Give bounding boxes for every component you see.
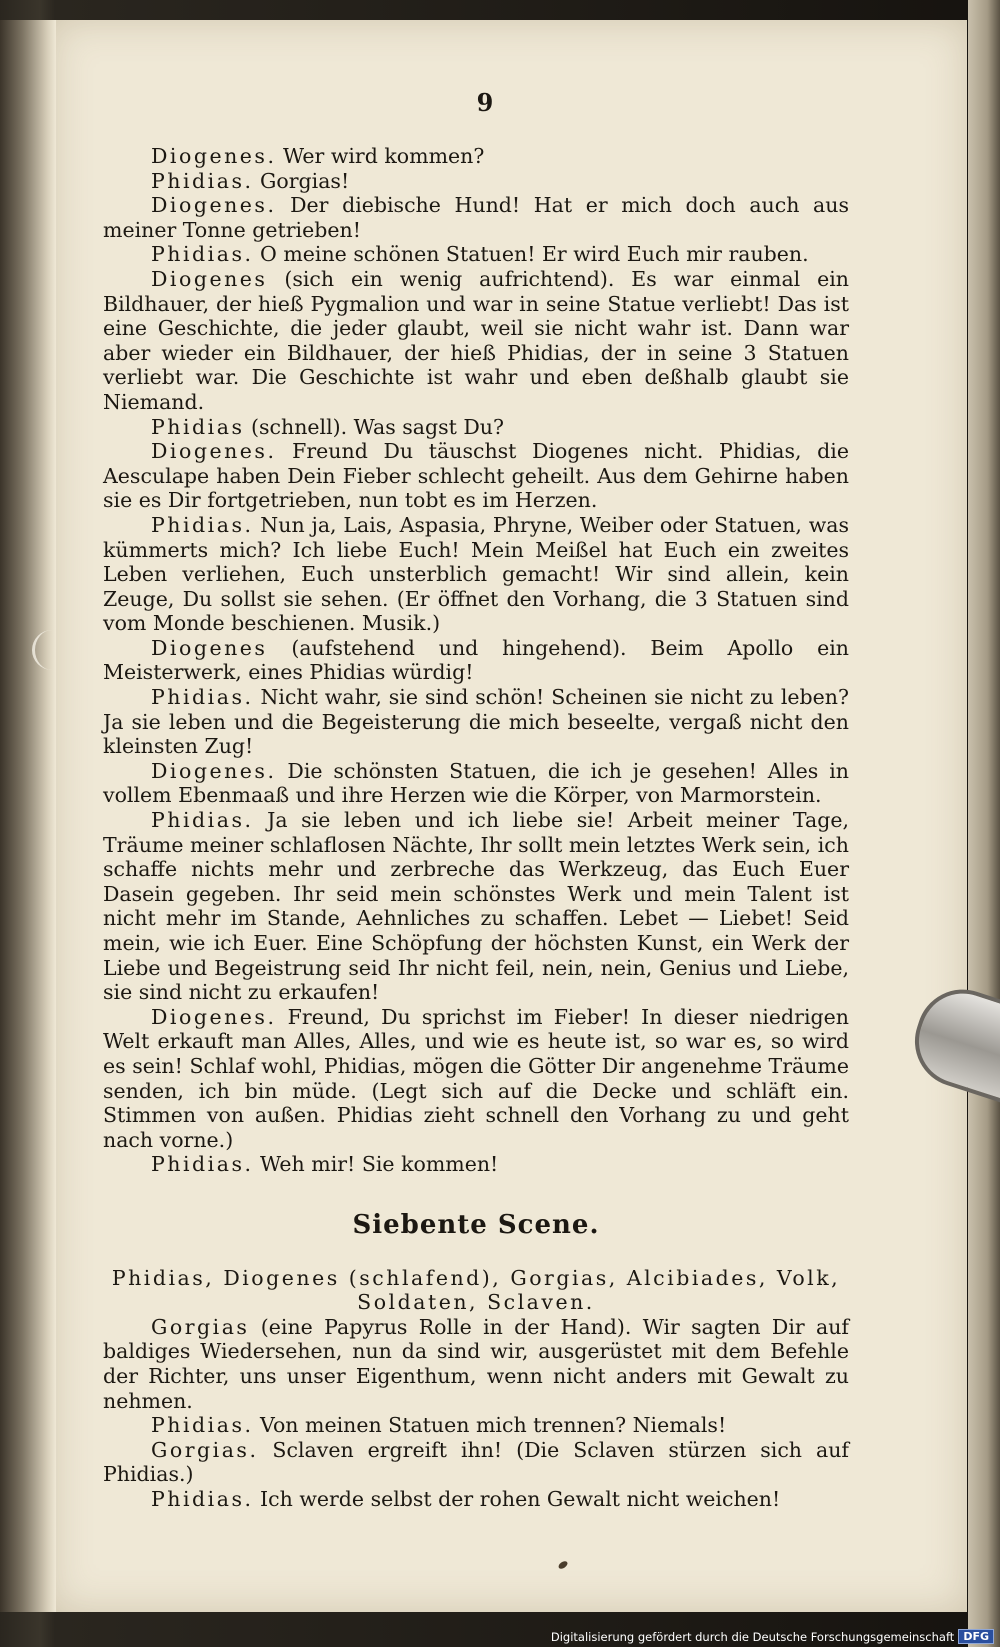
speaker-name: Phidias.	[151, 1413, 254, 1438]
dialogue-paragraph	[103, 1438, 849, 1487]
dialogue-text: Sclaven ergreift ihn! (Die Sclaven stürzen sich auf Phidias.)	[103, 1437, 849, 1487]
dialogue-text: (schnell). Was sagst Du?	[244, 414, 504, 439]
footer-credit-text: Digitalisierung gefördert durch die Deutsche Forschungsgemeinschaft	[550, 1629, 955, 1644]
speaker-name: Phidias.	[151, 242, 254, 267]
dialogue-paragraph	[103, 1005, 849, 1153]
dialogue-text: Freund Du täuschst Diogenes nicht. Phidias, die Aesculape haben Dein Fieber schlecht geheilt. Aus dem Gehirne haben sie es Dir fortgetrieben, nun tobt es im Herzen.	[103, 439, 849, 513]
speaker-name: Diogenes.	[151, 439, 277, 464]
page-text	[103, 144, 849, 1511]
speaker-name: Phidias.	[151, 1152, 254, 1177]
page-edge	[968, 0, 1000, 1647]
dialogue-paragraph	[103, 242, 849, 267]
dialogue-text: Der diebische Hund! Hat er mich doch auch aus meiner Tonne getrieben!	[103, 193, 849, 242]
dialogue-paragraph	[103, 759, 849, 808]
dialogue-text: O meine schönen Statuen! Er wird Euch mir rauben.	[253, 242, 809, 267]
speaker-name: Phidias.	[151, 685, 254, 710]
speaker-name: Diogenes.	[151, 1004, 277, 1029]
cast-list-line: Phidias, Diogenes (schlafend), Gorgias, Alcibiades, Volk,	[111, 1265, 841, 1290]
cast-list-line: Soldaten, Sclaven.	[357, 1290, 595, 1315]
dialogue-paragraph	[103, 267, 849, 415]
dialogue-text: Freund, Du sprichst im Fieber! In dieser niedrigen Welt erkauft man Alles, Alles, und wie es heute ist, so war es, so wird es sein! Schlaf wohl, Phidias, mögen die Götter Dir angenehme Träume senden, ich bin müde. (Legt sich auf die Decke und schläft ein. Stimmen von außen. Phidias zieht schnell den Vorhang zu und geht nach vorne.)	[103, 1004, 849, 1152]
dialogue-paragraph	[103, 1315, 849, 1413]
scene-heading: Siebente Scene.	[352, 1209, 600, 1240]
speaker-name: Diogenes	[151, 266, 268, 291]
dialogue-text: Gorgias!	[253, 168, 350, 193]
dialogue-text: Ja sie leben und ich liebe sie! Arbeit meiner Tage, Träume meiner schlaflosen Nächte, Ihr sollt mein letztes Werk sein, ich schaffe nichts mehr und zerbreche das Werkzeug, das Euch Euer Dasein gegeben. Ihr seid mein schönstes Werk und mein Talent ist nicht mehr im Stande, Aehnliches zu schaffen. Lebet — Liebet! Seid mein, wie ich Euer. Eine Schöpfung der höchsten Kunst, ein Werk der Liebe und Begeistrung seid Ihr nicht feil, nein, nein, Genius und Liebe, sie sind nicht zu erkaufen!	[103, 808, 849, 1005]
dialogue-paragraph	[103, 808, 849, 1005]
dialogue-paragraph	[103, 193, 849, 242]
dialogue-text: (eine Papyrus Rolle in der Hand). Wir sagten Dir auf baldiges Wiedersehen, nun da sind wir, ausgerüstet mit dem Befehle der Richter, uns unser Eigenthum, wenn nicht anders mit Gewalt zu nehmen.	[103, 1314, 849, 1413]
dialogue-paragraph	[103, 513, 849, 636]
dialogue-paragraph	[103, 685, 849, 759]
dialogue-paragraph	[103, 1487, 849, 1512]
dialogue-paragraph	[103, 1152, 849, 1177]
dialogue-paragraph	[103, 169, 849, 194]
speaker-name: Phidias.	[151, 1486, 254, 1511]
dialogue-text: (sich ein wenig aufrichtend). Es war einmal ein Bildhauer, der hieß Pygmalion und war in seine Statue verliebt! Das ist eine Geschichte, die jeder glaubt, weil sie nicht wahr ist. Dann war aber wieder ein Bildhauer, der hieß Phidias, der in seine 3 Statuen verliebt war. Die Geschichte ist wahr und eben deßhalb glaubt sie Niemand.	[103, 266, 849, 414]
dialogue-paragraph	[103, 1413, 849, 1438]
dialogue-text: Von meinen Statuen mich trennen? Niemals!	[253, 1413, 727, 1438]
speaker-name: Diogenes.	[151, 758, 277, 783]
speaker-name: Phidias	[151, 414, 245, 439]
dialogue-text: Ich werde selbst der rohen Gewalt nicht weichen!	[253, 1486, 781, 1511]
dialogue-text: (aufstehend und hingehend). Beim Apollo ein Meisterwerk, eines Phidias würdig!	[103, 635, 849, 685]
dialogue-paragraph	[103, 415, 849, 440]
dialogue-paragraph	[103, 144, 849, 169]
speaker-name: Gorgias.	[151, 1437, 259, 1462]
dialogue-text: Nun ja, Lais, Aspasia, Phryne, Weiber oder Statuen, was kümmerts mich? Ich liebe Euch! Mein Meißel hat Euch ein zweites Leben verliehen, Euch unsterblich gemacht! Wir sind allein, kein Zeuge, Du sollst sie sehen. (Er öffnet den Vorhang, die 3 Statuen sind vom Monde beschienen. Musik.)	[103, 512, 849, 636]
speaker-name: Diogenes	[151, 635, 268, 660]
speaker-name: Diogenes.	[151, 144, 277, 168]
speaker-name: Phidias.	[151, 512, 254, 537]
page-number: 9	[476, 88, 494, 117]
dfg-logo: DFG	[958, 1629, 994, 1644]
speaker-name: Phidias.	[151, 808, 254, 833]
page-gutter	[0, 20, 56, 1612]
speaker-name: Gorgias	[151, 1314, 250, 1339]
dialogue-text: Nicht wahr, sie sind schön! Scheinen sie nicht zu leben? Ja sie leben und die Begeisterung die mich beseelte, vergaß nicht den kleinsten Zug!	[103, 685, 849, 759]
speaker-name: Phidias.	[151, 168, 254, 193]
speaker-name: Diogenes.	[151, 193, 277, 218]
dialogue-text: Die schönsten Statuen, die ich je gesehen! Alles in vollem Ebenmaaß und ihre Herzen wie die Körper, von Marmorstein.	[103, 758, 849, 808]
footer-credit	[551, 1629, 994, 1644]
dialogue-text: Wer wird kommen?	[276, 144, 485, 168]
dialogue-paragraph	[103, 439, 849, 513]
dialogue-paragraph	[103, 636, 849, 685]
dialogue-text: Weh mir! Sie kommen!	[253, 1152, 499, 1177]
